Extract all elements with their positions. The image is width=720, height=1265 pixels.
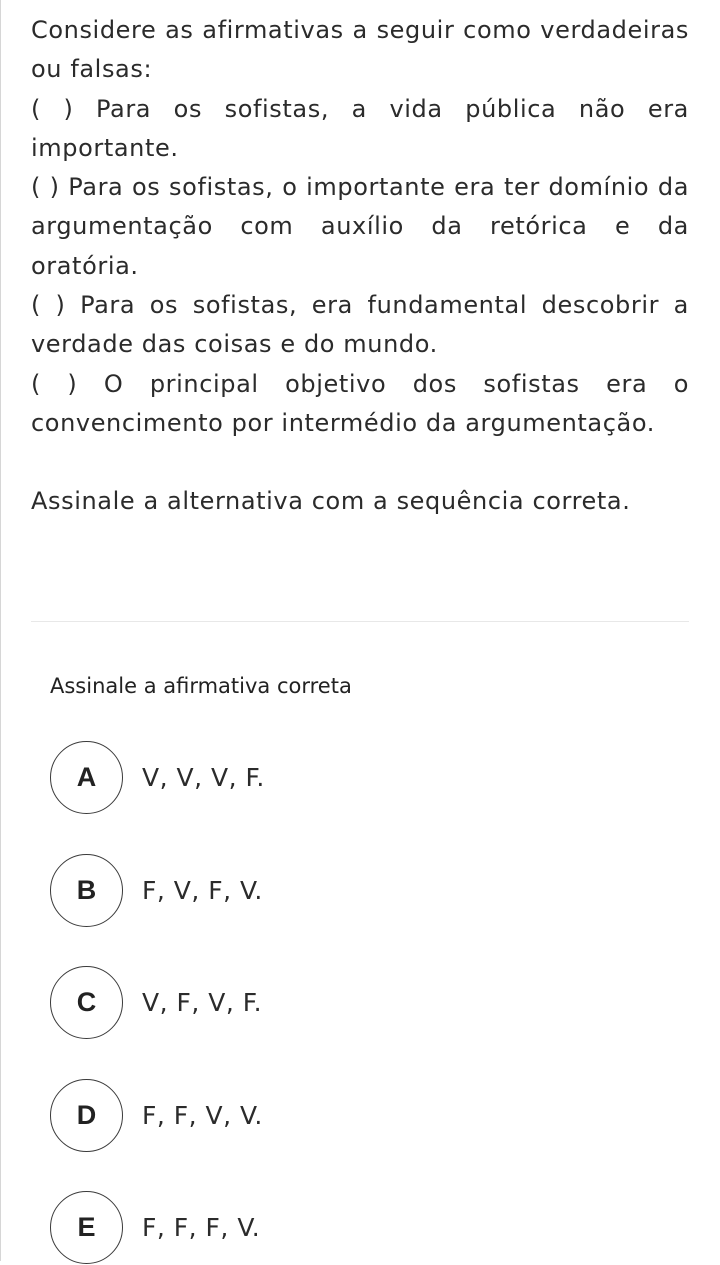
option-letter-c[interactable]: C [50, 966, 123, 1039]
option-letter-a[interactable]: A [50, 741, 123, 814]
option-text-a[interactable]: V, V, V, F. [142, 762, 265, 792]
paragraph-gap [31, 443, 689, 482]
option-letter-d[interactable]: D [50, 1079, 123, 1152]
option-e[interactable] [50, 1189, 260, 1265]
option-letter-e[interactable]: E [50, 1191, 123, 1264]
statement-item-1: ( ) Para os sofistas, a vida pública não era importante. [31, 94, 689, 162]
left-border [0, 0, 1, 1261]
question-title: Assinale a afirmativa correta [50, 674, 352, 698]
statement-item-2: ( ) Para os sofistas, o importante era ter domínio da argumentação com auxílio da retórica e da oratória. [31, 173, 689, 280]
statement-intro: Considere as afirmativas a seguir como verdadeiras ou falsas: [31, 16, 689, 84]
question-statement [31, 11, 689, 522]
option-text-d[interactable]: F, F, V, V. [142, 1100, 263, 1130]
option-text-b[interactable]: F, V, F, V. [142, 875, 263, 905]
option-a[interactable] [50, 739, 265, 815]
option-letter-b[interactable]: B [50, 854, 123, 927]
option-text-c[interactable]: V, F, V, F. [142, 987, 263, 1017]
option-c[interactable] [50, 964, 262, 1040]
statement-item-3: ( ) Para os sofistas, era fundamental descobrir a verdade das coisas e do mundo. [31, 291, 689, 359]
option-b[interactable] [50, 852, 263, 928]
statement-item-4: ( ) O principal objetivo dos sofistas era o convencimento por intermédio da argumentação. [31, 369, 689, 437]
option-d[interactable] [50, 1077, 263, 1153]
statement-instruction: Assinale a alternativa com a sequência correta. [31, 487, 631, 516]
section-divider [31, 621, 689, 622]
option-text-e[interactable]: F, F, F, V. [142, 1212, 261, 1242]
